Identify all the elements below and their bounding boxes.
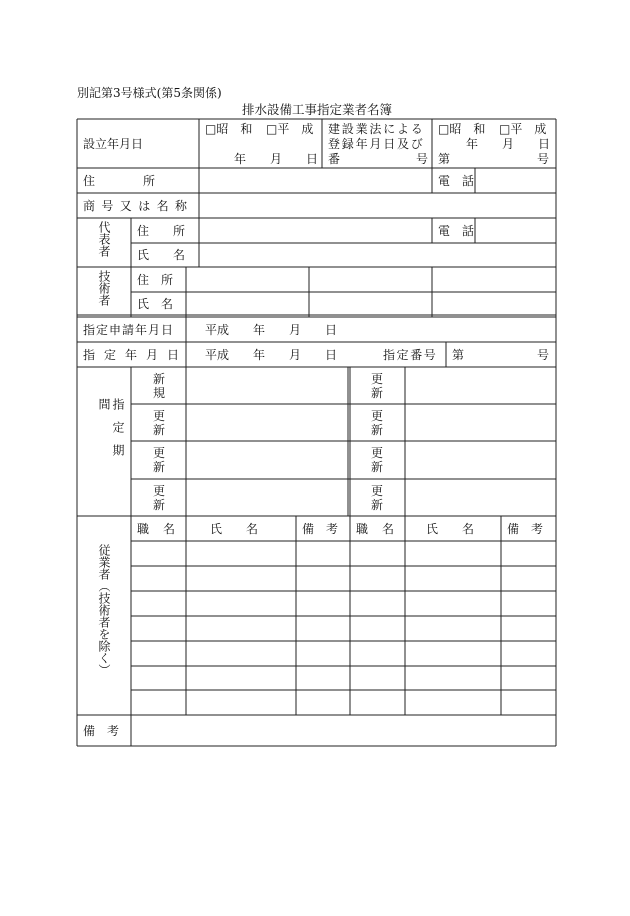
number-label-go: 号 (416, 152, 429, 166)
trade-name-label: 商号又は名称 (83, 199, 194, 213)
address-label: 住 所 (83, 174, 156, 188)
employees-col-name-2: 氏 名 (426, 522, 475, 536)
form-title: 排水設備工事指定業者名簿 (242, 102, 393, 117)
representative-name-label: 氏 名 (137, 248, 186, 262)
established-date-value[interactable]: 年 月 日 (234, 152, 319, 166)
form-header: 別記第3号様式(第5条関係) (77, 86, 222, 100)
engineer-label: 技術者 (97, 270, 111, 306)
established-date-label: 設立年月日 (83, 137, 144, 151)
application-date-label: 指定申請年月日 (83, 323, 175, 337)
application-date-value[interactable]: 年 月 日 (253, 323, 338, 337)
registration-date-value[interactable]: 年 月 日 (466, 137, 551, 151)
period-right-3-b: 新 (371, 460, 384, 474)
period-renew-2-b: 新 (153, 460, 166, 474)
designation-date-label: 指定年月日 (83, 348, 189, 362)
period-renew-1-a: 更 (153, 409, 166, 423)
period-right-3-a: 更 (371, 446, 384, 460)
era-showa-checkbox[interactable]: □昭 和 (205, 122, 253, 136)
period-renew-1-b: 新 (153, 423, 166, 437)
era-heisei-checkbox[interactable]: □平 成 (266, 122, 314, 136)
number-label-ban: 番 (328, 152, 341, 166)
application-era: 平成 (205, 323, 230, 337)
period-renew-3-a: 更 (153, 484, 166, 498)
registration-go: 号 (537, 152, 550, 166)
employees-col-remarks-2: 備 考 (507, 522, 544, 536)
construction-law-label-2: 登録年月日及び (328, 137, 425, 151)
period-renew-2-a: 更 (153, 446, 166, 460)
remarks-label: 備 考 (83, 724, 120, 738)
period-renew-3-b: 新 (153, 498, 166, 512)
period-right-1-b: 新 (371, 386, 384, 400)
designation-era: 平成 (205, 348, 230, 362)
designation-number-label: 指定番号 (383, 348, 438, 362)
phone-label: 電 話 (438, 174, 475, 188)
registration-dai: 第 (438, 152, 451, 166)
period-new-a: 新 (153, 372, 166, 386)
designation-date-value[interactable]: 年 月 日 (253, 348, 338, 362)
representative-phone-label: 電 話 (438, 224, 475, 238)
representative-address-label: 住 所 (137, 224, 186, 238)
era2-heisei-checkbox[interactable]: □平 成 (499, 122, 547, 136)
period-right-4-a: 更 (371, 484, 384, 498)
designation-period-label: 指定期間 (97, 398, 125, 467)
period-right-1-a: 更 (371, 372, 384, 386)
employees-col-name-1: 氏 名 (210, 522, 259, 536)
period-right-4-b: 新 (371, 498, 384, 512)
period-right-2-b: 新 (371, 423, 384, 437)
engineer-name-label: 氏 名 (137, 297, 174, 311)
designation-dai: 第 (452, 348, 465, 362)
employees-col-title-2: 職 名 (356, 522, 396, 536)
designation-go: 号 (537, 348, 550, 362)
employees-col-title-1: 職 名 (137, 522, 177, 536)
era2-showa-checkbox[interactable]: □昭 和 (438, 122, 486, 136)
engineer-address-label: 住 所 (137, 273, 174, 287)
period-right-2-a: 更 (371, 409, 384, 423)
representative-label: 代表者 (97, 221, 111, 257)
employees-col-remarks-1: 備 考 (302, 522, 339, 536)
employees-label: 従業者（技術者を除く） (97, 544, 111, 676)
period-new-b: 規 (153, 386, 166, 400)
construction-law-label-1: 建設業法による (328, 122, 425, 136)
